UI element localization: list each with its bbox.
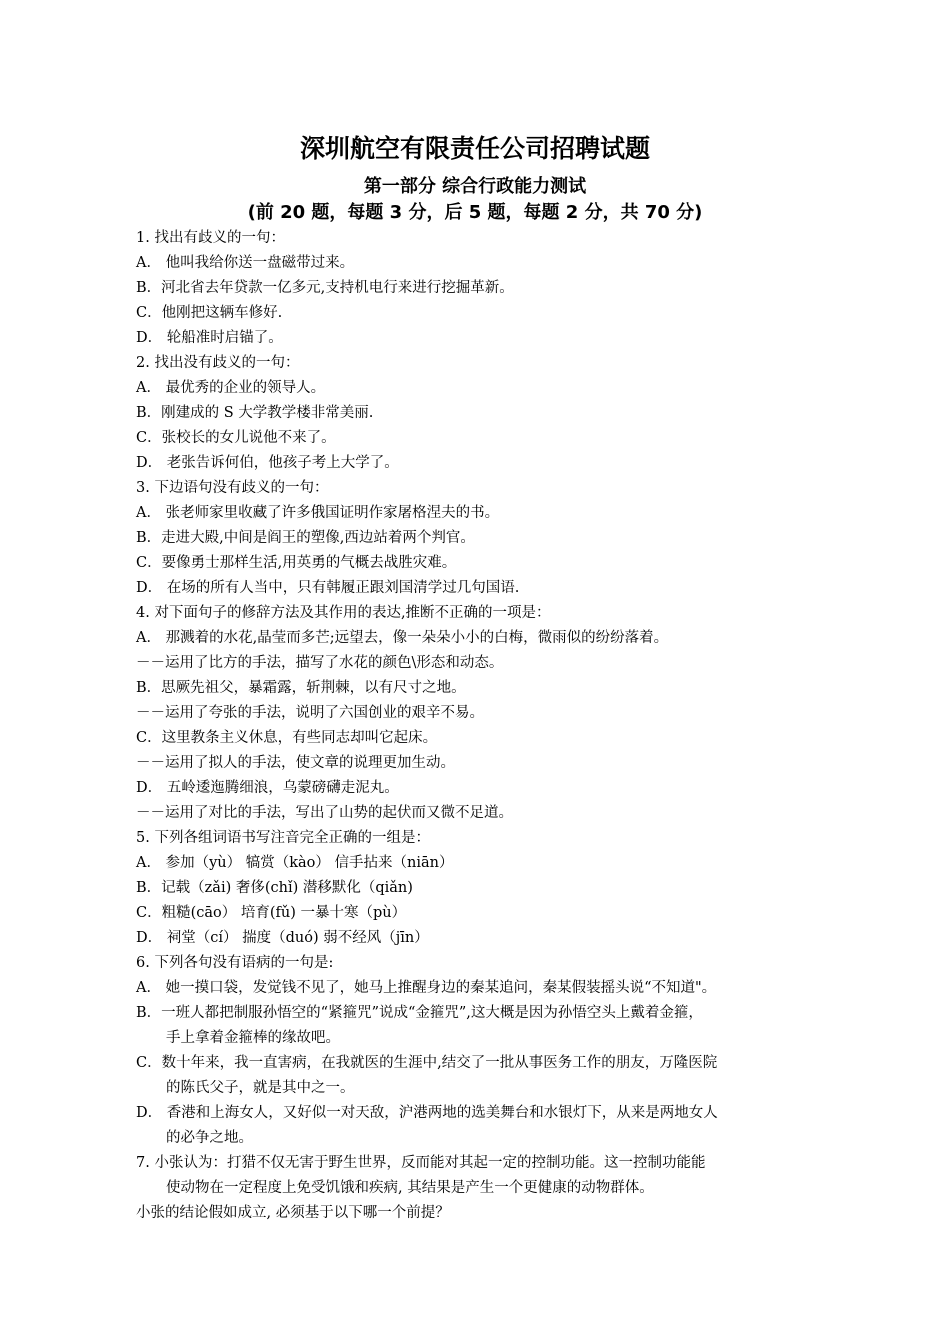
text-line: －－运用了对比的手法，写出了山势的起伏而又微不足道。 xyxy=(136,805,513,821)
text-line: A． 参加（yù） 犒赏（kào） 信手拈来（niān） xyxy=(136,855,454,871)
text-line: D． 香港和上海女人，又好似一对天敌，沪港两地的选美舞台和水银灯下，从来是两地女人 xyxy=(136,1105,718,1121)
text-line: 7. 小张认为：打猎不仅无害于野生世界，反而能对其起一定的控制功能。这一控制功能能 xyxy=(136,1155,706,1171)
text-line: 5. 下列各组词语书写注音完全正确的一组是： xyxy=(136,830,430,846)
text-line: A． 最优秀的企业的领导人。 xyxy=(136,380,326,396)
text-line: B．记载（zǎi) 奢侈(chǐ) 潜移默化（qiǎn) xyxy=(136,880,413,896)
text-line: 3. 下边语句没有歧义的一句： xyxy=(136,480,329,496)
text-line: 4. 对下面句子的修辞方法及其作用的表达,推断不正确的一项是： xyxy=(136,605,551,621)
text-line: D． 老张告诉何伯，他孩子考上大学了。 xyxy=(136,455,399,471)
text-line: C．张校长的女儿说他不来了。 xyxy=(136,430,336,446)
text-line: B．河北省去年贷款一亿多元,支持机电行来进行挖掘革新。 xyxy=(136,280,514,296)
text-line: 2. 找出没有歧义的一句： xyxy=(136,355,300,371)
text-line: C．数十年来，我一直害病，在我就医的生涯中,结交了一批从事医务工作的朋友，万隆医院 xyxy=(136,1055,718,1071)
text-line: C．粗糙(cāo） 培育(fǔ) 一暴十寒（pù） xyxy=(136,905,407,921)
text-line: C．要像勇士那样生活,用英勇的气概去战胜灾难。 xyxy=(136,555,457,571)
text-line: B．刚建成的 S 大学教学楼非常美丽. xyxy=(136,405,374,421)
text-line: 手上拿着金箍棒的缘故吧。 xyxy=(166,1030,340,1046)
text-line: C．这里教条主义休息，有些同志却叫它起床。 xyxy=(136,730,438,746)
part-heading: 第一部分 综合行政能力测试 xyxy=(363,176,587,197)
text-line: A． 那溅着的水花,晶莹而多芒;远望去，像一朵朵小小的白梅，微雨似的纷纷落着。 xyxy=(136,630,669,646)
text-line: D． 祠堂（cí） 揣度（duó) 弱不经风（jīn） xyxy=(136,930,429,946)
text-line: 1. 找出有歧义的一句： xyxy=(136,230,285,246)
text-line: A． 张老师家里收藏了许多俄国证明作家屠格涅夫的书。 xyxy=(136,505,500,521)
text-line: 使动物在一定程度上免受饥饿和疾病, 其结果是产生一个更健康的动物群体。 xyxy=(166,1180,654,1196)
text-line: －－运用了拟人的手法，使文章的说理更加生动。 xyxy=(136,755,455,771)
text-line: D． 轮船准时启锚了。 xyxy=(136,330,283,346)
text-line: D． 五岭逶迤腾细浪，乌蒙磅礴走泥丸。 xyxy=(136,780,399,796)
scoring-note: (前 20 题，每题 3 分，后 5 题，每题 2 分，共 70 分) xyxy=(247,202,703,223)
text-line: B．思厥先祖父，暴霜露，斩荆棘，以有尺寸之地。 xyxy=(136,680,466,696)
text-line: C．他刚把这辆车修好. xyxy=(136,305,283,321)
text-line: A． 她一摸口袋，发觉钱不见了，她马上推醒身边的秦某追问，秦某假装摇头说“不知道"。 xyxy=(136,980,717,996)
text-line: B．走进大殿,中间是阎王的塑像,西边站着两个判官。 xyxy=(136,530,475,546)
text-line: 小张的结论假如成立, 必须基于以下哪一个前提？ xyxy=(136,1205,450,1221)
text-line: D． 在场的所有人当中，只有韩履正跟刘国清学过几句国语. xyxy=(136,580,520,596)
text-line: B．一班人都把制服孙悟空的“紧箍咒”说成“金箍咒”,这大概是因为孙悟空头上戴着金箍， xyxy=(136,1005,703,1021)
text-line: 6. 下列各句没有语病的一句是: xyxy=(136,955,334,971)
text-line: A． 他叫我给你送一盘磁带过来。 xyxy=(136,255,355,271)
page-title: 深圳航空有限责任公司招聘试题 xyxy=(299,134,650,163)
text-line: 的陈氏父子，就是其中之一。 xyxy=(166,1080,355,1096)
text-line: －－运用了比方的手法，描写了水花的颜色\形态和动态。 xyxy=(136,655,504,671)
text-line: 的必争之地。 xyxy=(166,1130,253,1146)
question-body xyxy=(136,226,836,1226)
text-line: －－运用了夸张的手法，说明了六国创业的艰辛不易。 xyxy=(136,705,484,721)
